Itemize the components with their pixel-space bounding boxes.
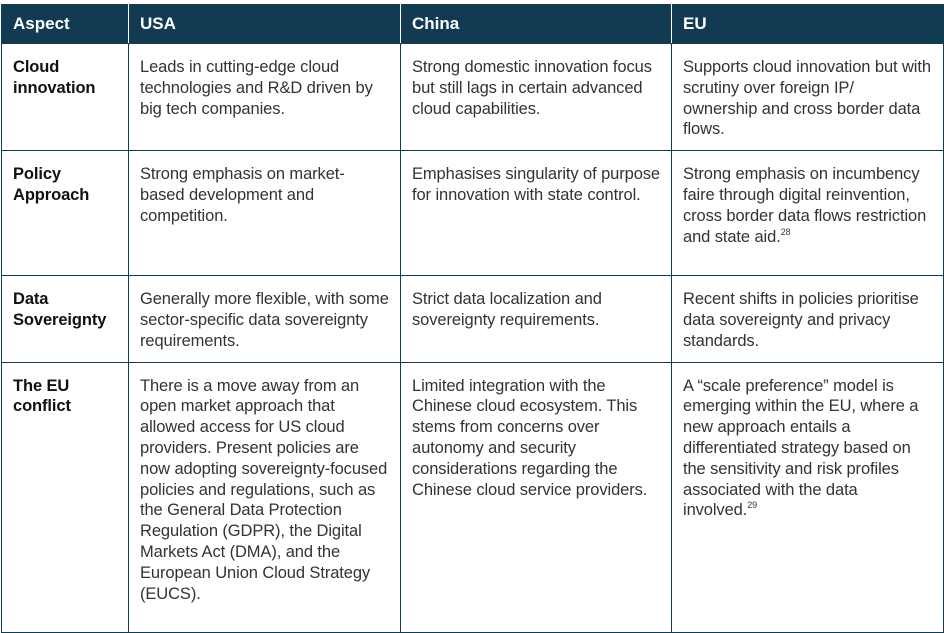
footnote-ref: 28 (780, 226, 791, 237)
eu-cell-text: Supports cloud innovation but with scrutiny over foreign IP/ ownership and cross border data flows. (683, 58, 931, 139)
usa-cell: Leads in cutting-edge cloud technologies and R&D driven by big tech companies. (129, 44, 401, 151)
comparison-table (1, 4, 944, 633)
header-aspect: Aspect (2, 5, 129, 44)
footnote-ref: 29 (747, 500, 758, 511)
table-row (2, 362, 944, 632)
row-aspect-cell: Cloud innovation (2, 44, 129, 151)
row-aspect-cell: Data Sovereignty (2, 276, 129, 362)
eu-cell (672, 44, 944, 151)
row-aspect-cell: The EU conflict (2, 362, 129, 632)
eu-cell (672, 362, 944, 632)
header-china: China (401, 5, 672, 44)
eu-cell (672, 151, 944, 276)
header-usa: USA (129, 5, 401, 44)
usa-cell: Strong emphasis on market-based development and competition. (129, 151, 401, 276)
usa-cell: There is a move away from an open market approach that allowed access for US cloud providers. Present policies are now adopting sovereignty-focused policies and regulations, such as the General Data Protection Regulation (GDPR), the Digital Markets Act (DMA), and the European Union Cloud Strategy (EUCS). (129, 362, 401, 632)
usa-cell: Generally more flexible, with some sector-specific data sovereignty requirements. (129, 276, 401, 362)
table-row (2, 276, 944, 362)
china-cell: Strong domestic innovation focus but still lags in certain advanced cloud capabilities. (401, 44, 672, 151)
china-cell: Emphasises singularity of purpose for innovation with state control. (401, 151, 672, 276)
eu-cell-text: Strong emphasis on incumbency faire through digital reinvention, cross border data flows restriction and state aid. (683, 165, 927, 246)
table-row (2, 44, 944, 151)
row-aspect-cell: Policy Approach (2, 151, 129, 276)
header-eu: EU (672, 5, 944, 44)
eu-cell-text: Recent shifts in policies prioritise data sovereignty and privacy standards. (683, 290, 919, 350)
table-header-row (2, 5, 944, 44)
china-cell: Limited integration with the Chinese cloud ecosystem. This stems from concerns over autonomy and security considerations regarding the Chinese cloud service providers. (401, 362, 672, 632)
eu-cell-text: A “scale preference” model is emerging within the EU, where a new approach entails a differentiated strategy based on the sensitivity and risk profiles associated with the data involved. (683, 376, 919, 520)
table-row (2, 151, 944, 276)
china-cell: Strict data localization and sovereignty requirements. (401, 276, 672, 362)
eu-cell (672, 276, 944, 362)
